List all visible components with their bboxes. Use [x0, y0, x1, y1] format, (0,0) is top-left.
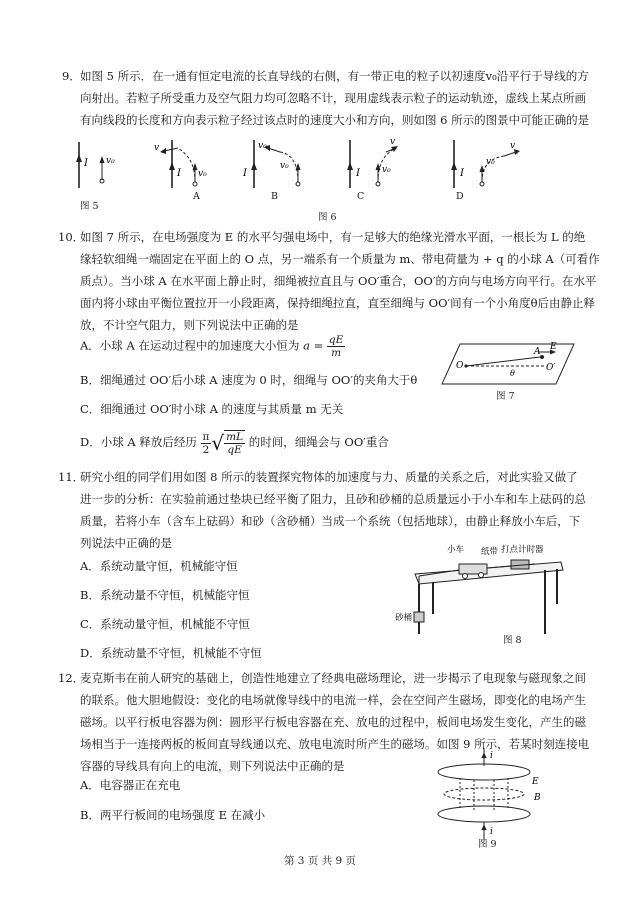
q9-line-2: 向射出。若粒子所受重力及空气阻力均可忽略不计，现用虚线表示粒子的运动轨迹，虚线上某点所画 — [80, 91, 586, 105]
q10-option-d-radicand — [224, 430, 245, 456]
fig6-label-d: D — [456, 191, 464, 202]
fig5-wire-arrow — [76, 154, 82, 162]
q10-option-a-formula: a = — [303, 338, 324, 353]
fig6-caption: 图 6 — [318, 212, 337, 223]
fig7-ball — [540, 355, 544, 359]
fig8-label-bucket: 砂桶 — [395, 613, 413, 623]
fig7-string — [466, 357, 540, 366]
q10-option-d-pre: D．小球 A 释放后经历 — [80, 435, 197, 449]
fig9-label-i-bot: i — [490, 827, 493, 837]
fig5-caption: 图 5 — [80, 201, 99, 212]
fig6d-label-v0: v₀ — [486, 157, 495, 167]
q11-number: 11． — [58, 470, 85, 484]
q10-option-a-den: m — [331, 347, 342, 359]
q11-option-c: C．系统动量守恒，机械能不守恒 — [80, 617, 250, 631]
fig7-label-A: A — [534, 347, 541, 357]
figure-6-option-a — [150, 136, 220, 206]
fig6-label-a: A — [193, 191, 200, 202]
q10-option-d-pi-fraction — [201, 431, 212, 456]
q10-option-d-rad-num: mL — [226, 431, 244, 443]
fig8-label-timer: 打点计时器 — [501, 545, 544, 555]
q10-line-3: 质点）。当小球 A 在水平面上静止时，细绳被拉直且与 OO′重合，OO′的方向与电场方向平行。在水平 — [80, 274, 597, 288]
q12-line-2: 的联系。他大胆地假设：变化的电场就像导线中的电流一样，会在空间产生磁场，即变化的电场产生 — [80, 693, 586, 707]
q9-line-3: 有向线段的长度和方向表示粒子经过该点时的速度大小和方向，则如图 6 所示的图景中可能正确的是 — [80, 113, 590, 127]
q10-number: 10． — [58, 230, 85, 244]
figure-8 — [395, 540, 567, 640]
fig6b-label-v0-top: v₀ — [258, 141, 267, 151]
q12-number: 12． — [58, 671, 85, 685]
fig7-caption: 图 7 — [496, 391, 515, 402]
q12-line-1: 麦克斯韦在前人研究的基础上，创造性地建立了经典电磁场理论，进一步揭示了电现象与磁现象之间 — [80, 671, 586, 685]
fig7-label-O: O — [456, 361, 464, 371]
fig6a-label-v: v — [154, 143, 160, 153]
fig6c-label-I: I — [356, 168, 360, 179]
q11-option-a: A．系统动量守恒，机械能守恒 — [80, 559, 238, 573]
q10-line-1: 如图 7 所示，在电场强度为 E 的水平匀强电场中，有一足够大的绝缘光滑水平面，一根长为 L 的绝 — [80, 230, 586, 244]
fig8-bucket — [414, 612, 424, 622]
q11-line-1: 研究小组的同学们用如图 8 所示的装置探究物体的加速度与力、质量的关系之后，对此实验又做了 — [80, 470, 578, 484]
q12-option-b: B．两平行板间的电场强度 E 在减小 — [80, 808, 266, 822]
fig6c-label-v0: v₀ — [382, 165, 391, 175]
fig6a-label-I: I — [177, 168, 181, 179]
q11-option-d: D．系统动量不守恒，机械能不守恒 — [80, 646, 262, 660]
q10-option-c: C．细绳通过 OO′时小球 A 的速度与其质量 m 无关 — [80, 402, 344, 416]
fig7-label-Oprime: O′ — [546, 363, 556, 373]
fig9-label-B: B — [534, 793, 541, 803]
fig9-label-E: E — [532, 777, 539, 787]
fig6-label-b: B — [271, 191, 278, 202]
q11-line-3: 质量，若将小车（含车上砝码）和砂（含砂桶）当成一个系统（包括地球），由静止释放小车后，下 — [80, 514, 581, 528]
page-footer: 第 3 页 共 9 页 — [283, 855, 357, 867]
figure-6-option-c — [340, 136, 410, 206]
figure-5 — [70, 138, 120, 202]
fig8-car — [459, 564, 487, 574]
fig8-label-tape: 纸带 — [481, 547, 499, 557]
fig7-label-E: E — [550, 342, 557, 352]
fig5-label-v0: v₀ — [106, 156, 115, 166]
q9-line-1: 如图 5 所示．在一通有恒定电流的长直导线的右侧，有一带正电的粒子以初速度v₀沿平行于导线的方 — [80, 69, 589, 83]
q11-line-4: 列说法中正确的是 — [80, 536, 172, 550]
fig6a-label-v0: v₀ — [198, 169, 207, 179]
q10-option-a-text: A．小球 A 在运动过程中的加速度大小恒为 — [80, 338, 300, 353]
fig9-bottom-plate — [438, 806, 530, 822]
fig6c-label-v: v — [390, 137, 396, 147]
fig6b-label-I: I — [243, 168, 247, 179]
fig7-label-theta: θ — [510, 369, 515, 378]
q10-line-2: 缘轻软细绳一端固定在平面上的 O 点，另一端系有一个质量为 m、带电荷量为 + q 的小球 A（可看作 — [80, 252, 600, 266]
fig9-top-plate — [438, 764, 530, 780]
fig6-label-c: C — [357, 191, 365, 202]
fig8-label-car: 小车 — [447, 545, 465, 555]
q10-option-d — [80, 430, 389, 456]
fig6b-label-v0: v₀ — [280, 161, 289, 171]
q10-option-b: B．细绳通过 OO′后小球 A 速度为 0 时，细绳与 OO′的夹角大于θ — [80, 373, 418, 387]
q10-option-d-two: 2 — [202, 443, 210, 456]
q10-option-d-post: 的时间，细绳会与 OO′重合 — [248, 435, 389, 449]
q11-option-b: B．系统动量不守恒，机械能守恒 — [80, 588, 250, 602]
fig5-label-I: I — [84, 158, 88, 169]
q10-option-d-pi: π — [202, 430, 210, 443]
q10-line-5: 放，不计空气阻力，则下列说法中正确的是 — [80, 318, 299, 332]
fig5-velocity-arrow — [100, 156, 105, 163]
q10-line-4: 面内将小球由平衡位置拉开一小段距离，保持细绳拉直，直至细绳与 OO′间有一个小角度θ后由静止释 — [80, 296, 596, 310]
figure-7 — [440, 340, 580, 388]
q10-option-a-fraction — [327, 334, 345, 359]
fig6d-label-I: I — [460, 168, 464, 179]
q10-option-a-num: qE — [328, 334, 344, 346]
fig9-caption: 图 9 — [478, 839, 497, 850]
fig8-caption: 图 8 — [503, 635, 522, 646]
q12-line-4: 场相当于一连接两板的板间直导线通以充、放电电流时所产生的磁场。如图 9 所示，若某时刻连接电 — [80, 737, 590, 751]
q12-line-3: 磁场。以平行板电容器为例：圆形平行板电容器在充、放电的过程中，板间电场发生变化，产生的磁 — [80, 715, 586, 729]
q12-option-a: A．电容器正在充电 — [80, 778, 181, 792]
fig9-field-loop — [444, 788, 524, 800]
figure-9 — [430, 748, 550, 844]
fig9-label-i-top: i — [490, 751, 493, 761]
q9-number: 9． — [62, 69, 81, 83]
figure-6-option-d — [440, 136, 530, 206]
q12-line-5: 容器的导线具有向上的电流，则下列说法中正确的是 — [80, 759, 345, 773]
sqrt-icon: √ — [211, 431, 225, 455]
q10-option-a — [80, 334, 345, 359]
q10-option-d-rad-den: qE — [227, 444, 242, 456]
q11-line-2: 进一步的分析：在实验前通过垫块已经平衡了阻力，且砂和砂桶的总质量远小于小车和车上砝码的总 — [80, 492, 586, 506]
fig6d-label-v: v — [510, 141, 516, 151]
